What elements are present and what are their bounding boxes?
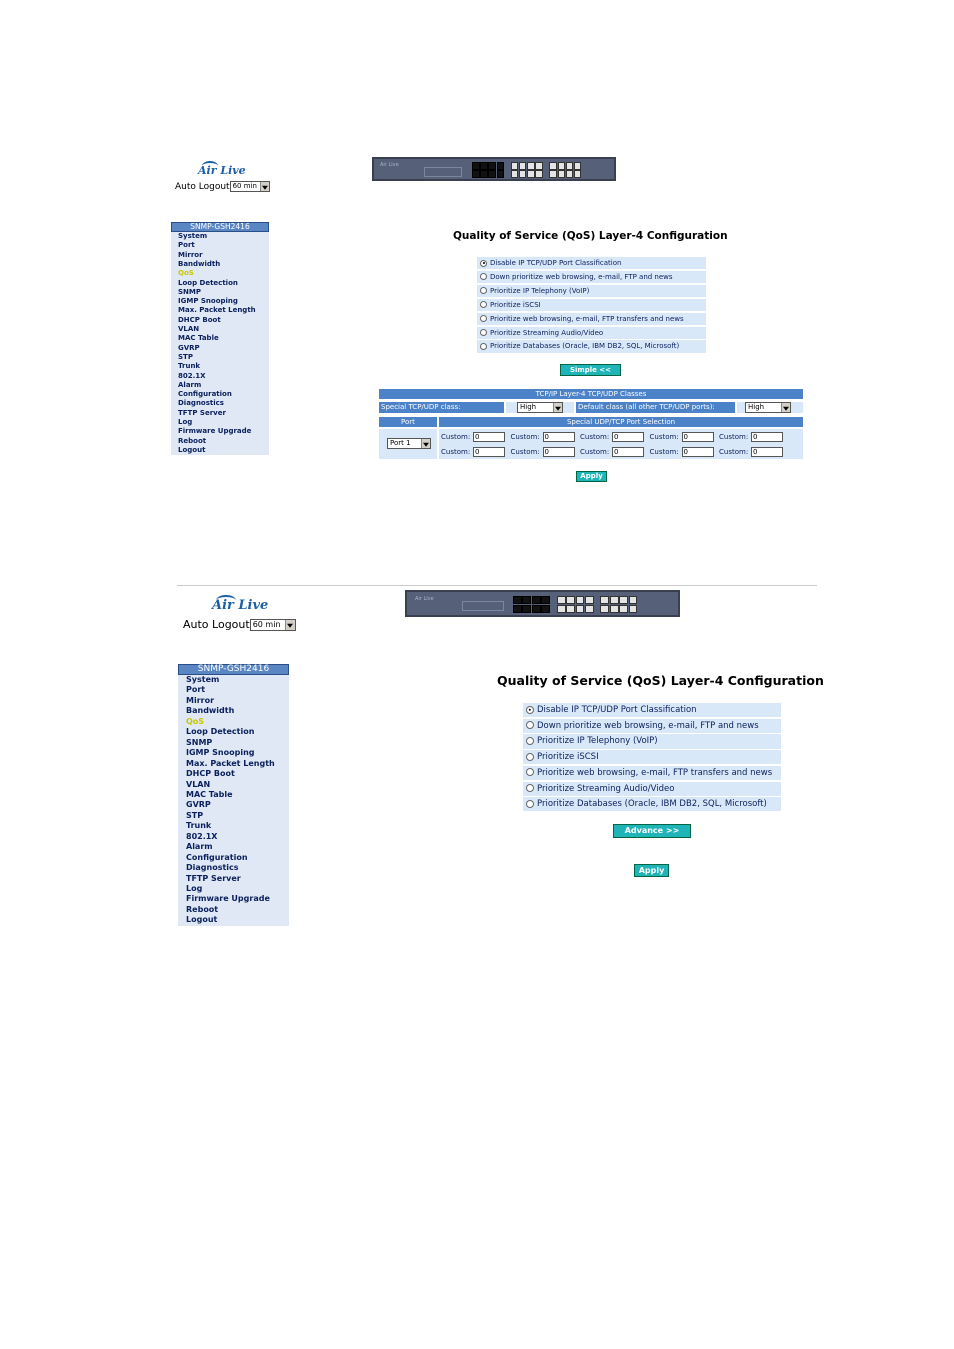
menu-item-stp[interactable]: STP xyxy=(186,810,204,820)
radio-button[interactable] xyxy=(480,260,487,267)
qos-option-label: Prioritize iSCSI xyxy=(537,752,599,763)
ethernet-port-icon xyxy=(600,596,609,604)
custom-label: Custom: xyxy=(649,448,679,456)
custom-port-input[interactable]: 0 xyxy=(473,447,505,457)
ethernet-port-icon xyxy=(488,170,496,178)
ethernet-port-icon xyxy=(541,596,550,604)
radio-button[interactable] xyxy=(480,315,487,322)
radio-button[interactable] xyxy=(526,737,534,745)
custom-port-grid xyxy=(439,429,803,459)
menu-item-alarm[interactable]: Alarm xyxy=(178,380,202,389)
ethernet-port-icon xyxy=(522,605,531,613)
qos-option-label: Disable IP TCP/UDP Port Classification xyxy=(537,705,697,715)
menu-item-mirror[interactable]: Mirror xyxy=(178,250,203,259)
custom-label: Custom: xyxy=(719,433,749,441)
ethernet-port-icon xyxy=(629,596,638,604)
tcp-udp-classes-table xyxy=(379,389,803,459)
qos-option-row[interactable] xyxy=(477,299,706,311)
special-class-label: Special TCP/UDP class: xyxy=(379,402,504,413)
menu-item-alarm[interactable]: Alarm xyxy=(186,842,213,852)
menu-item-mac-table[interactable]: MAC Table xyxy=(186,789,233,799)
ethernet-port-icon xyxy=(519,162,527,170)
special-class-select[interactable] xyxy=(517,402,563,413)
custom-label: Custom: xyxy=(580,433,610,441)
menu-item-bandwidth[interactable]: Bandwidth xyxy=(178,259,221,268)
qos-options xyxy=(477,257,706,354)
menu-item-reboot[interactable]: Reboot xyxy=(178,436,207,445)
dropdown-arrow-icon[interactable] xyxy=(285,620,295,630)
custom-label: Custom: xyxy=(441,448,471,456)
menu-item-vlan[interactable]: VLAN xyxy=(186,779,211,789)
menu-item-logout[interactable]: Logout xyxy=(178,445,206,454)
ethernet-port-icon xyxy=(585,596,594,604)
ethernet-port-icon xyxy=(549,162,557,170)
port-select[interactable] xyxy=(387,438,431,449)
switch-front-panel xyxy=(405,590,680,617)
ethernet-port-icon xyxy=(566,605,575,613)
ethernet-port-icon xyxy=(610,596,619,604)
menu-item-tftp-server[interactable]: TFTP Server xyxy=(178,408,226,417)
qos-option-row[interactable] xyxy=(477,313,706,325)
radio-button[interactable] xyxy=(526,768,534,776)
qos-option-label: Prioritize iSCSI xyxy=(490,300,541,309)
default-class-label: Default class (all other TCP/UDP ports): xyxy=(576,402,735,413)
ethernet-port-icon xyxy=(619,605,628,613)
airlive-logo xyxy=(198,164,258,182)
menu-item-logout[interactable]: Logout xyxy=(186,915,218,925)
advance-toggle-button[interactable]: Advance >> xyxy=(613,824,691,838)
ethernet-port-icon xyxy=(566,162,574,170)
qos-option-row[interactable] xyxy=(523,719,781,733)
menu-item-bandwidth[interactable]: Bandwidth xyxy=(186,706,235,716)
menu-item-configuration[interactable]: Configuration xyxy=(178,390,232,399)
page-title: Quality of Service (QoS) Layer-4 Configuration xyxy=(453,230,728,242)
menu-list xyxy=(178,232,269,455)
ethernet-port-icon xyxy=(566,170,574,178)
menu-item-802-1x[interactable]: 802.1X xyxy=(186,831,218,841)
menu-item-loop-detection[interactable]: Loop Detection xyxy=(186,727,255,737)
qos-option-row[interactable] xyxy=(523,750,781,764)
qos-option-row[interactable] xyxy=(477,285,706,297)
menu-item-dhcp-boot[interactable]: DHCP Boot xyxy=(186,769,235,779)
auto-logout-label: Auto Logout xyxy=(183,618,250,631)
menu-item-stp[interactable]: STP xyxy=(178,352,193,361)
ethernet-port-icon xyxy=(497,170,505,178)
menu-item-max-packet-length[interactable]: Max. Packet Length xyxy=(178,306,256,315)
menu-item-trunk[interactable]: Trunk xyxy=(186,821,212,831)
selection-header: Special UDP/TCP Port Selection xyxy=(439,417,803,427)
auto-logout-value: 60 min xyxy=(232,182,257,190)
custom-port-input[interactable]: 0 xyxy=(682,432,714,442)
logo-text: Air Live xyxy=(212,598,269,613)
qos-option-label: Prioritize IP Telephony (VoIP) xyxy=(537,736,658,747)
menu-item-vlan[interactable]: VLAN xyxy=(178,325,200,333)
qos-option-row[interactable] xyxy=(477,271,706,283)
radio-button[interactable] xyxy=(480,287,487,294)
qos-option-row[interactable] xyxy=(523,797,781,811)
ethernet-port-icon xyxy=(566,596,575,604)
menu-list xyxy=(186,675,289,926)
qos-option-label: Down prioritize web browsing, e-mail, FTP and news xyxy=(490,272,673,281)
default-class-select[interactable] xyxy=(745,402,791,413)
panel-ports xyxy=(472,162,582,178)
menu-item-port[interactable]: Port xyxy=(186,685,206,695)
panel-ports xyxy=(513,596,638,613)
qos-option-label: Prioritize Streaming Audio/Video xyxy=(490,328,604,337)
menu-item-firmware-upgrade[interactable]: Firmware Upgrade xyxy=(178,427,252,436)
menu-item-trunk[interactable]: Trunk xyxy=(178,362,201,371)
auto-logout xyxy=(175,181,270,193)
menu-item-snmp[interactable]: SNMP xyxy=(178,287,201,296)
dropdown-arrow-icon[interactable] xyxy=(421,439,430,448)
menu-item-gvrp[interactable]: GVRP xyxy=(186,800,211,810)
menu-item-802-1x[interactable]: 802.1X xyxy=(178,371,206,380)
special-class-value: High xyxy=(520,403,537,411)
qos-option-label: Prioritize Streaming Audio/Video xyxy=(537,783,675,794)
menu-item-qos[interactable]: QoS xyxy=(178,269,194,278)
ethernet-port-icon xyxy=(480,170,488,178)
ethernet-port-icon xyxy=(619,596,628,604)
custom-label: Custom: xyxy=(719,448,749,456)
ethernet-port-icon xyxy=(497,162,505,170)
qos-option-label: Disable IP TCP/UDP Port Classification xyxy=(490,259,622,267)
custom-port-input[interactable]: 0 xyxy=(612,447,644,457)
menu-item-log[interactable]: Log xyxy=(178,418,193,426)
logo-text: Air Live xyxy=(198,164,246,177)
apply-button[interactable]: Apply xyxy=(634,864,669,877)
ethernet-port-icon xyxy=(511,162,519,170)
menu-item-qos[interactable]: QoS xyxy=(186,716,205,726)
panel-led-block xyxy=(424,167,462,177)
qos-option-row[interactable] xyxy=(477,327,706,339)
qos-option-label: Prioritize IP Telephony (VoIP) xyxy=(490,286,590,295)
side-menu xyxy=(171,222,269,455)
dropdown-arrow-icon[interactable] xyxy=(260,182,269,191)
ethernet-port-icon xyxy=(511,170,519,178)
ethernet-port-icon xyxy=(522,596,531,604)
qos-option-row[interactable] xyxy=(523,782,781,796)
qos-option-row[interactable] xyxy=(523,703,781,717)
qos-option-row[interactable] xyxy=(523,734,781,748)
menu-item-mirror[interactable]: Mirror xyxy=(186,695,215,705)
ethernet-port-icon xyxy=(472,162,480,170)
page-title: Quality of Service (QoS) Layer-4 Configuration xyxy=(497,673,824,688)
table-header: TCP/IP Layer-4 TCP/UDP Classes xyxy=(379,389,803,399)
menu-item-igmp-snooping[interactable]: IGMP Snooping xyxy=(186,748,255,758)
auto-logout-label: Auto Logout xyxy=(175,182,230,192)
radio-button[interactable] xyxy=(526,721,534,729)
qos-option-label: Prioritize Databases (Oracle, IBM DB2, SQL, Microsoft) xyxy=(490,342,680,351)
custom-port-input[interactable]: 0 xyxy=(612,432,644,442)
ethernet-port-icon xyxy=(574,162,582,170)
menu-item-mac-table[interactable]: MAC Table xyxy=(178,334,219,343)
menu-item-loop-detection[interactable]: Loop Detection xyxy=(178,278,238,287)
radio-button[interactable] xyxy=(480,343,487,350)
menu-item-diagnostics[interactable]: Diagnostics xyxy=(178,399,224,408)
auto-logout xyxy=(183,618,296,631)
ethernet-port-icon xyxy=(513,596,522,604)
custom-port-input[interactable]: 0 xyxy=(682,447,714,457)
menu-header: SNMP-GSH2416 xyxy=(178,664,289,675)
auto-logout-select[interactable] xyxy=(230,181,270,192)
screenshot-advanced xyxy=(0,0,954,580)
ethernet-port-icon xyxy=(527,170,535,178)
ethernet-port-icon xyxy=(600,605,609,613)
qos-option-label: Down prioritize web browsing, e-mail, FTP and news xyxy=(537,720,759,731)
radio-button[interactable] xyxy=(526,800,534,808)
auto-logout-value: 60 min xyxy=(252,620,281,629)
radio-button[interactable] xyxy=(526,706,534,714)
airlive-logo xyxy=(212,598,282,618)
ethernet-port-icon xyxy=(488,162,496,170)
custom-label: Custom: xyxy=(441,433,471,441)
custom-port-input[interactable]: 0 xyxy=(751,447,783,457)
apply-button[interactable]: Apply xyxy=(576,471,607,482)
panel-brand: Air Live xyxy=(415,596,434,602)
custom-port-input[interactable]: 0 xyxy=(543,447,575,457)
ethernet-port-icon xyxy=(629,605,638,613)
ethernet-port-icon xyxy=(527,162,535,170)
qos-option-row[interactable] xyxy=(523,766,781,780)
menu-item-system[interactable]: System xyxy=(186,675,220,684)
default-class-value: High xyxy=(748,403,765,411)
radio-button[interactable] xyxy=(480,301,487,308)
radio-button[interactable] xyxy=(526,753,534,761)
ethernet-port-icon xyxy=(541,605,550,613)
menu-item-snmp[interactable]: SNMP xyxy=(186,737,213,747)
ethernet-port-icon xyxy=(576,605,585,613)
ethernet-port-icon xyxy=(576,596,585,604)
menu-item-reboot[interactable]: Reboot xyxy=(186,904,219,914)
radio-button[interactable] xyxy=(526,784,534,792)
panel-brand: Air Live xyxy=(380,162,399,168)
menu-item-max-packet-length[interactable]: Max. Packet Length xyxy=(186,758,275,768)
menu-item-log[interactable]: Log xyxy=(186,884,203,893)
ethernet-port-icon xyxy=(532,605,541,613)
qos-options xyxy=(523,703,781,813)
menu-header: SNMP-GSH2416 xyxy=(171,222,269,232)
logo-swoosh-icon xyxy=(216,595,236,606)
qos-option-label: Prioritize web browsing, e-mail, FTP transfers and news xyxy=(537,767,773,778)
switch-front-panel xyxy=(372,157,616,181)
panel-led-block xyxy=(462,601,504,611)
port-value: Port 1 xyxy=(390,439,411,447)
custom-label: Custom: xyxy=(580,448,610,456)
screenshot-simple xyxy=(0,580,954,940)
logo-swoosh-icon xyxy=(202,161,218,171)
radio-button[interactable] xyxy=(480,273,487,280)
menu-item-tftp-server[interactable]: TFTP Server xyxy=(186,873,241,883)
qos-option-row[interactable] xyxy=(477,340,706,352)
ethernet-port-icon xyxy=(549,170,557,178)
menu-item-gvrp[interactable]: GVRP xyxy=(178,343,200,352)
ethernet-port-icon xyxy=(610,605,619,613)
ethernet-port-icon xyxy=(558,162,566,170)
custom-port-input[interactable]: 0 xyxy=(543,432,575,442)
radio-button[interactable] xyxy=(480,329,487,336)
qos-option-label: Prioritize web browsing, e-mail, FTP transfers and news xyxy=(490,314,684,323)
dropdown-arrow-icon[interactable] xyxy=(553,403,562,412)
side-menu xyxy=(178,664,289,926)
ethernet-port-icon xyxy=(532,596,541,604)
menu-item-diagnostics[interactable]: Diagnostics xyxy=(186,863,239,873)
ethernet-port-icon xyxy=(574,170,582,178)
ethernet-port-icon xyxy=(472,170,480,178)
ethernet-port-icon xyxy=(557,596,566,604)
menu-item-dhcp-boot[interactable]: DHCP Boot xyxy=(178,315,221,324)
auto-logout-select[interactable] xyxy=(250,619,296,631)
menu-item-igmp-snooping[interactable]: IGMP Snooping xyxy=(178,297,238,306)
port-header: Port xyxy=(379,417,437,427)
custom-label: Custom: xyxy=(510,433,540,441)
ethernet-port-icon xyxy=(557,605,566,613)
ethernet-port-icon xyxy=(480,162,488,170)
ethernet-port-icon xyxy=(513,605,522,613)
menu-item-system[interactable]: System xyxy=(178,232,208,240)
custom-port-input[interactable]: 0 xyxy=(473,432,505,442)
ethernet-port-icon xyxy=(558,170,566,178)
menu-item-firmware-upgrade[interactable]: Firmware Upgrade xyxy=(186,894,270,904)
qos-option-row[interactable] xyxy=(477,257,706,269)
ethernet-port-icon xyxy=(585,605,594,613)
dropdown-arrow-icon[interactable] xyxy=(781,403,790,412)
custom-label: Custom: xyxy=(510,448,540,456)
menu-item-port[interactable]: Port xyxy=(178,241,195,250)
custom-port-input[interactable]: 0 xyxy=(751,432,783,442)
ethernet-port-icon xyxy=(535,162,543,170)
custom-label: Custom: xyxy=(649,433,679,441)
ethernet-port-icon xyxy=(535,170,543,178)
qos-option-label: Prioritize Databases (Oracle, IBM DB2, SQL, Microsoft) xyxy=(537,799,767,810)
simple-toggle-button[interactable]: Simple << xyxy=(560,364,621,376)
ethernet-port-icon xyxy=(519,170,527,178)
menu-item-configuration[interactable]: Configuration xyxy=(186,852,248,862)
